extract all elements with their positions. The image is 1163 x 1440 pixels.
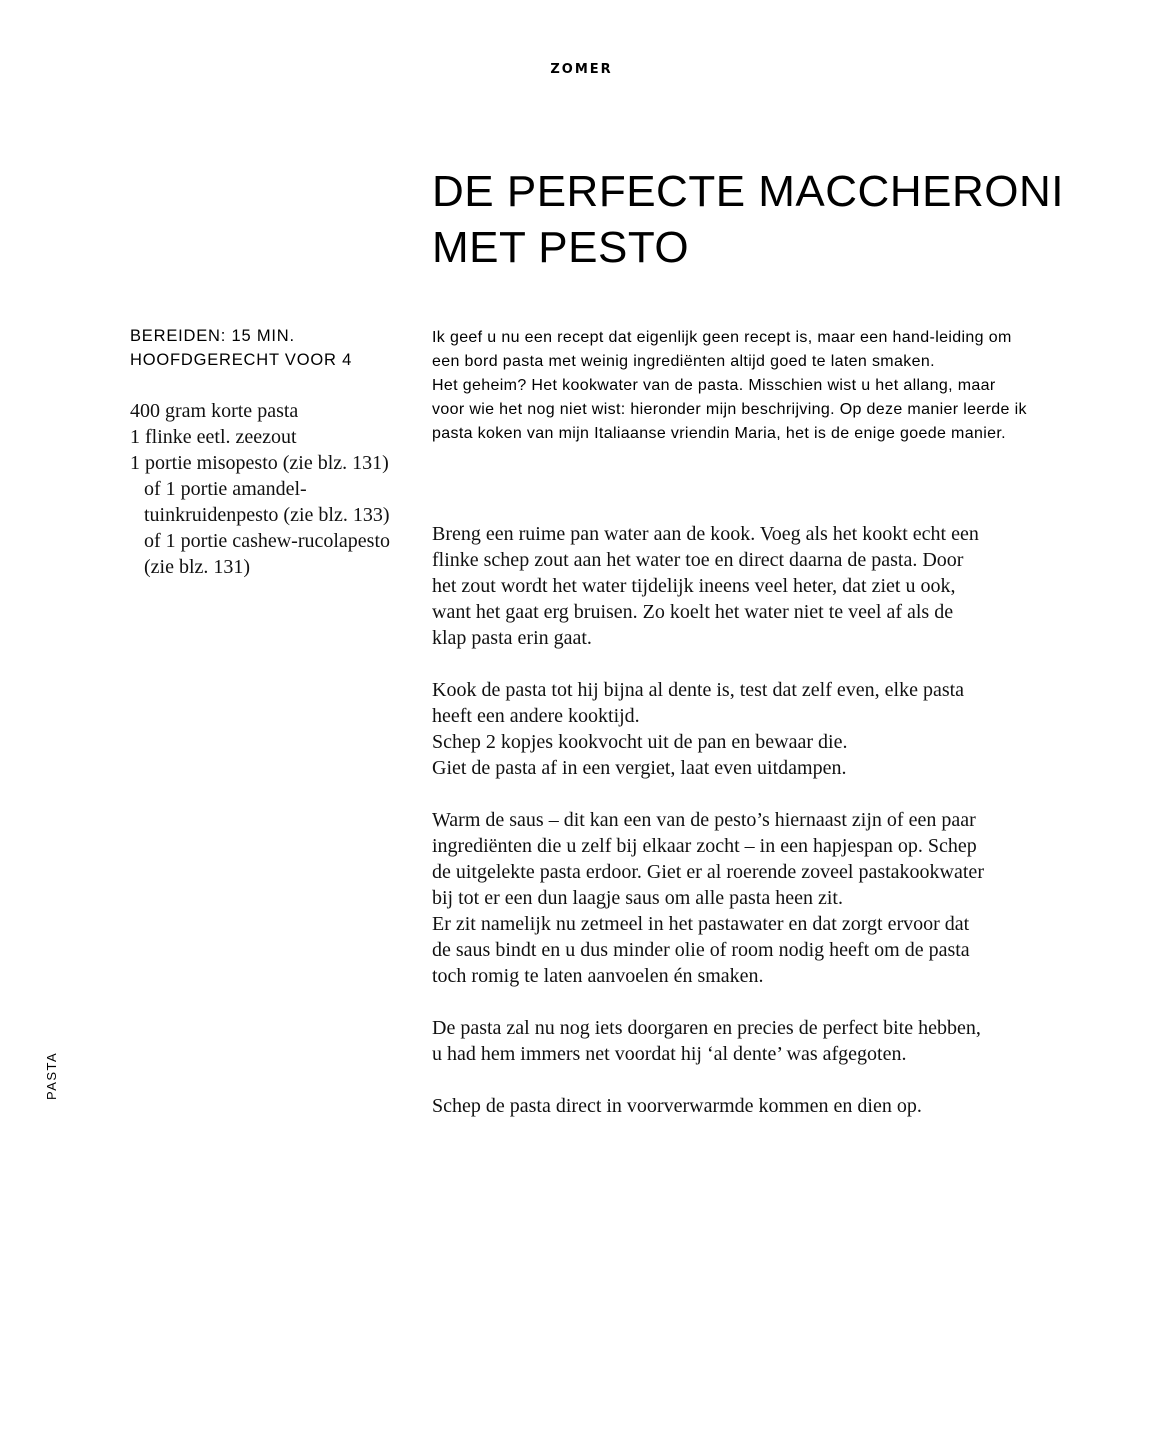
recipe-intro (432, 326, 1032, 446)
method-paragraph (432, 521, 1042, 651)
method-line: Er zit namelijk nu zetmeel in het pastawater en dat zorgt ervoor dat (432, 913, 970, 935)
method-line: het zout wordt het water tijdelijk ineens veel heter, dat ziet u ook, (432, 575, 956, 597)
method-line: klap pasta erin gaat. (432, 627, 592, 649)
method-line: Giet de pasta af in een vergiet, laat even uitdampen. (432, 757, 847, 779)
method-line: heeft een andere kooktijd. (432, 705, 640, 727)
method-paragraph (432, 807, 1042, 989)
recipe-title-line: MET PESTO (432, 223, 690, 272)
method-line: want het gaat erg bruisen. Zo koelt het water niet te veel af als de (432, 601, 954, 623)
method-paragraph (432, 1015, 1042, 1067)
method-line: ingrediënten die u zelf bij elkaar zocht – in een hapjespan op. Schep (432, 835, 977, 857)
method-paragraph (432, 1093, 1042, 1119)
ingredient-list (130, 398, 390, 580)
recipe-method (432, 521, 1042, 1145)
method-line: Breng een ruime pan water aan de kook. Voeg als het kookt echt een (432, 523, 979, 545)
recipe-title (432, 164, 1072, 276)
method-line: toch romig te laten aanvoelen én smaken. (432, 965, 764, 987)
method-paragraph (432, 677, 1042, 781)
intro-paragraph: Het geheim? Het kookwater van de pasta. Misschien wist u het allang, maar voor wie het nog niet wist: hieronder mijn beschrijving. Op deze manier leerde ik pasta koken van mijn Italiaanse vriendin Maria, het is de enige goede manier. (432, 377, 1027, 442)
method-line: Schep de pasta direct in voorverwarmde kommen en dien op. (432, 1095, 922, 1117)
ingredient-item: 1 flinke eetl. zeezout (130, 426, 297, 448)
method-line: Schep 2 kopjes kookvocht uit de pan en bewaar die. (432, 731, 848, 753)
method-line: de saus bindt en u dus minder olie of room nodig heeft om de pasta (432, 939, 970, 961)
ingredient-item: 400 gram korte pasta (130, 400, 299, 422)
method-line: flinke schep zout aan het water toe en direct daarna de pasta. Door (432, 549, 964, 571)
prep-time: BEREIDEN: 15 MIN. (130, 327, 295, 345)
method-line: de uitgelekte pasta erdoor. Giet er al roerende zoveel pastakookwater (432, 861, 984, 883)
running-head-section-title: ZOMER (550, 62, 613, 77)
recipe-meta (130, 324, 352, 372)
servings: HOOFDGERECHT VOOR 4 (130, 351, 353, 369)
chapter-side-label: PASTA (44, 1051, 59, 1100)
method-line: Warm de saus – dit kan een van de pesto’s hiernaast zijn of een paar (432, 809, 976, 831)
method-line: bij tot er een dun laagje saus om alle pasta heen zit. (432, 887, 843, 909)
method-line: De pasta zal nu nog iets doorgaren en precies de perfect bite hebben, (432, 1017, 981, 1039)
ingredient-item: 1 portie misopesto (zie blz. 131) of 1 portie amandel-tuinkruidenpesto (zie blz. 133) of 1 portie cashew-rucolapesto (zie blz. 131) (130, 452, 391, 578)
recipe-title-line: DE PERFECTE MACCHERONI (432, 167, 1064, 216)
method-line: u had hem immers net voordat hij ‘al dente’ was afgegoten. (432, 1043, 907, 1065)
intro-paragraph: Ik geef u nu een recept dat eigenlijk geen recept is, maar een hand-leiding om een bord pasta met weinig ingrediënten altijd goed te laten smaken. (432, 329, 1012, 370)
method-line: Kook de pasta tot hij bijna al dente is, test dat zelf even, elke pasta (432, 679, 965, 701)
